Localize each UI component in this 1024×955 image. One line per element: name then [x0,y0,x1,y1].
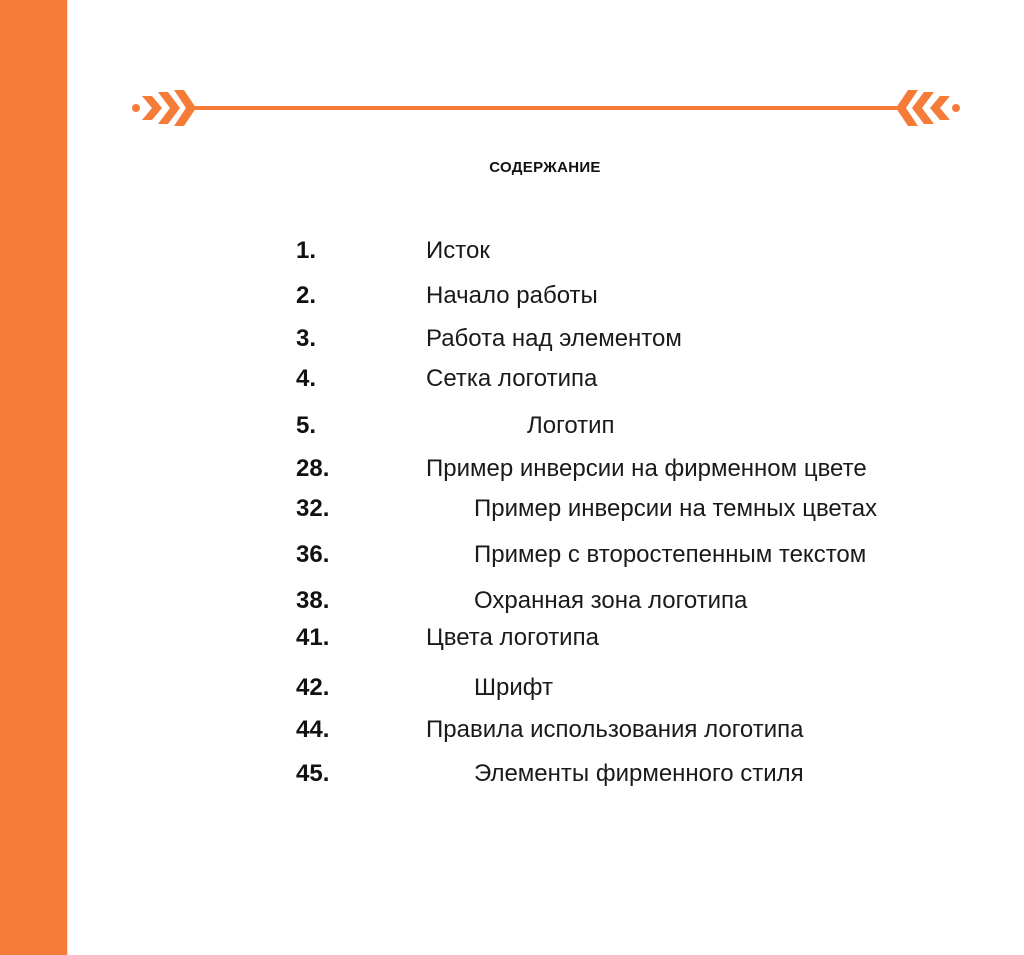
arrow-fletching-right-icon [896,90,960,126]
toc-item [0,365,1024,399]
toc-entry-text: Шрифт [474,674,553,701]
toc-item [0,282,1024,316]
toc-page-number: 3. [296,325,317,352]
toc-entry-text: Пример инверсии на фирменном цвете [426,455,867,482]
toc-page-number: 4. [296,365,317,392]
toc-entry-text: Правила использования логотипа [426,716,804,743]
toc-page-number: 44. [296,716,330,743]
toc-item [0,495,1024,529]
toc-page-number: 41. [296,624,330,651]
arrow-fletching-icon [132,90,196,126]
toc-entry-text: Элементы фирменного стиля [474,760,804,787]
toc-page-number: 36. [296,541,330,568]
toc-entry-text: Сетка логотипа [426,365,598,392]
toc-entry-text: Начало работы [426,282,598,309]
toc-item [0,325,1024,359]
toc-page-number: 38. [296,587,330,614]
toc-page-number: 42. [296,674,330,701]
toc-entry-text: Исток [426,237,490,264]
toc-page-number: 1. [296,237,317,264]
toc-page-number: 2. [296,282,317,309]
toc-page-number: 5. [296,412,317,439]
toc-entry-text: Работа над элементом [426,325,682,352]
page-title: СОДЕРЖАНИЕ [489,159,601,176]
toc-item [0,760,1024,794]
toc-entry-text: Логотип [527,412,615,439]
toc-page-number: 45. [296,760,330,787]
arrow-ornament [130,86,962,130]
toc-item [0,716,1024,750]
toc-item [0,624,1024,658]
toc-item [0,455,1024,489]
toc-entry-text: Охранная зона логотипа [474,587,748,614]
toc-item [0,541,1024,575]
toc-item [0,237,1024,271]
toc-page-number: 32. [296,495,330,522]
toc-entry-text: Цвета логотипа [426,624,599,651]
toc-item [0,412,1024,446]
toc-page-number: 28. [296,455,330,482]
toc-entry-text: Пример с второстепенным текстом [474,541,867,568]
toc-item [0,587,1024,621]
toc-item [0,674,1024,708]
toc-entry-text: Пример инверсии на темных цветах [474,495,878,522]
